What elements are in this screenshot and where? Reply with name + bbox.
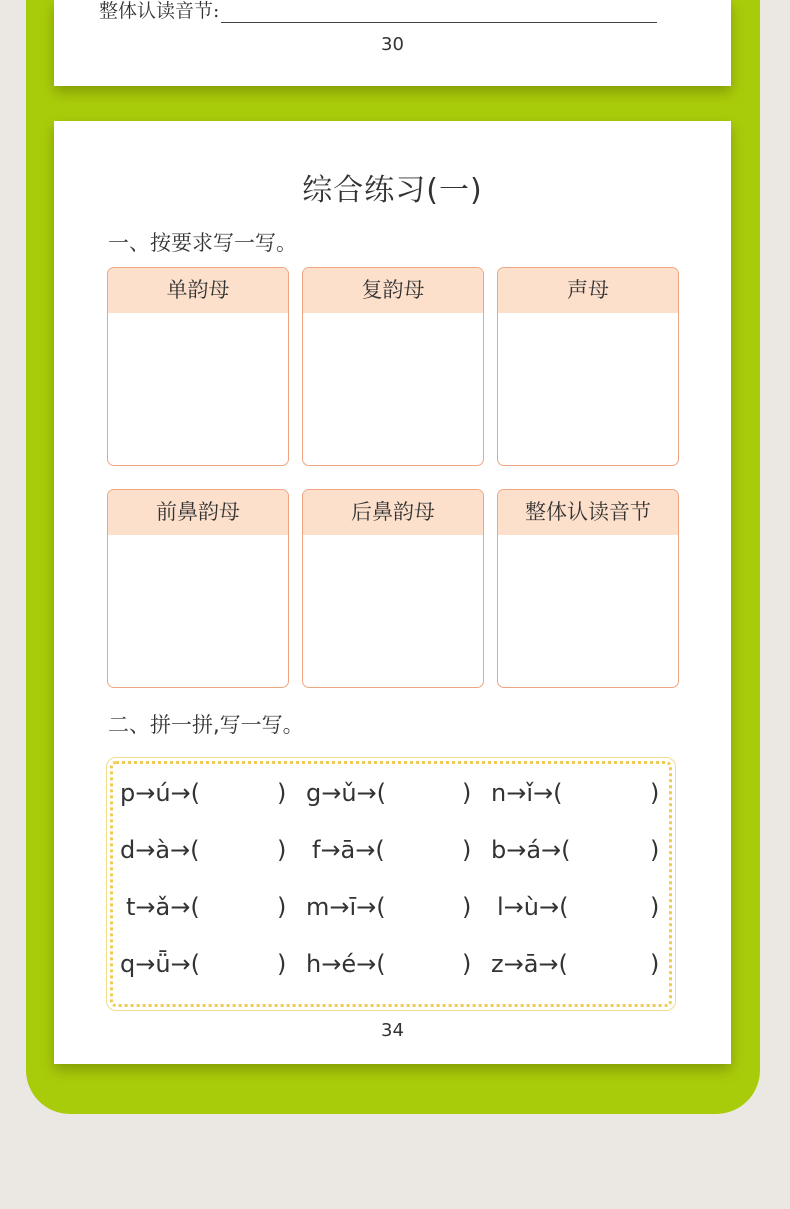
close-paren: )	[277, 893, 287, 921]
pinyin-item: f→ā→(	[312, 836, 385, 864]
box-back-nasal-finals[interactable]	[302, 489, 484, 688]
close-paren: )	[277, 779, 287, 807]
answer-rule[interactable]	[221, 2, 657, 23]
pinyin-row	[120, 940, 670, 997]
pinyin-item: n→ǐ→(	[491, 779, 563, 807]
pinyin-exercise-grid	[120, 769, 670, 997]
pinyin-item: l→ù→(	[497, 893, 569, 921]
section-one-heading: 一、按要求写一写。	[108, 231, 297, 255]
exercise-page	[54, 121, 731, 1064]
pinyin-row	[120, 769, 670, 826]
pinyin-item: t→ǎ→(	[126, 893, 200, 921]
pinyin-row	[120, 826, 670, 883]
pinyin-item: m→ī→(	[306, 893, 386, 921]
box-whole-syllables[interactable]	[497, 489, 679, 688]
pinyin-item: q→ǖ→(	[120, 950, 201, 978]
box-header: 后鼻韵母	[303, 490, 483, 535]
box-compound-finals[interactable]	[302, 267, 484, 466]
pinyin-item: g→ǔ→(	[306, 779, 387, 807]
box-header: 前鼻韵母	[108, 490, 288, 535]
box-single-finals[interactable]	[107, 267, 289, 466]
box-front-nasal-finals[interactable]	[107, 489, 289, 688]
section-two-heading: 二、拼一拼,写一写。	[108, 713, 304, 737]
pinyin-item: h→é→(	[306, 950, 386, 978]
syllable-label: 整体认读音节:	[99, 0, 220, 22]
pinyin-item: d→à→(	[120, 836, 200, 864]
close-paren: )	[650, 950, 660, 978]
close-paren: )	[462, 836, 472, 864]
pinyin-row	[120, 883, 670, 940]
close-paren: )	[277, 836, 287, 864]
close-paren: )	[650, 893, 660, 921]
previous-page	[54, 0, 731, 86]
close-paren: )	[650, 779, 660, 807]
pinyin-item: p→ú→(	[120, 779, 201, 807]
syllable-answer-line	[99, 0, 657, 23]
close-paren: )	[650, 836, 660, 864]
page-number: 34	[381, 1020, 404, 1041]
box-header: 整体认读音节	[498, 490, 678, 535]
box-header: 单韵母	[108, 268, 288, 313]
close-paren: )	[462, 950, 472, 978]
box-header: 复韵母	[303, 268, 483, 313]
box-header: 声母	[498, 268, 678, 313]
close-paren: )	[277, 950, 287, 978]
close-paren: )	[462, 779, 472, 807]
close-paren: )	[462, 893, 472, 921]
box-initials[interactable]	[497, 267, 679, 466]
page-number: 30	[381, 34, 404, 55]
pinyin-item: z→ā→(	[491, 950, 568, 978]
pinyin-item: b→á→(	[491, 836, 571, 864]
page-title: 综合练习(一)	[302, 173, 483, 208]
